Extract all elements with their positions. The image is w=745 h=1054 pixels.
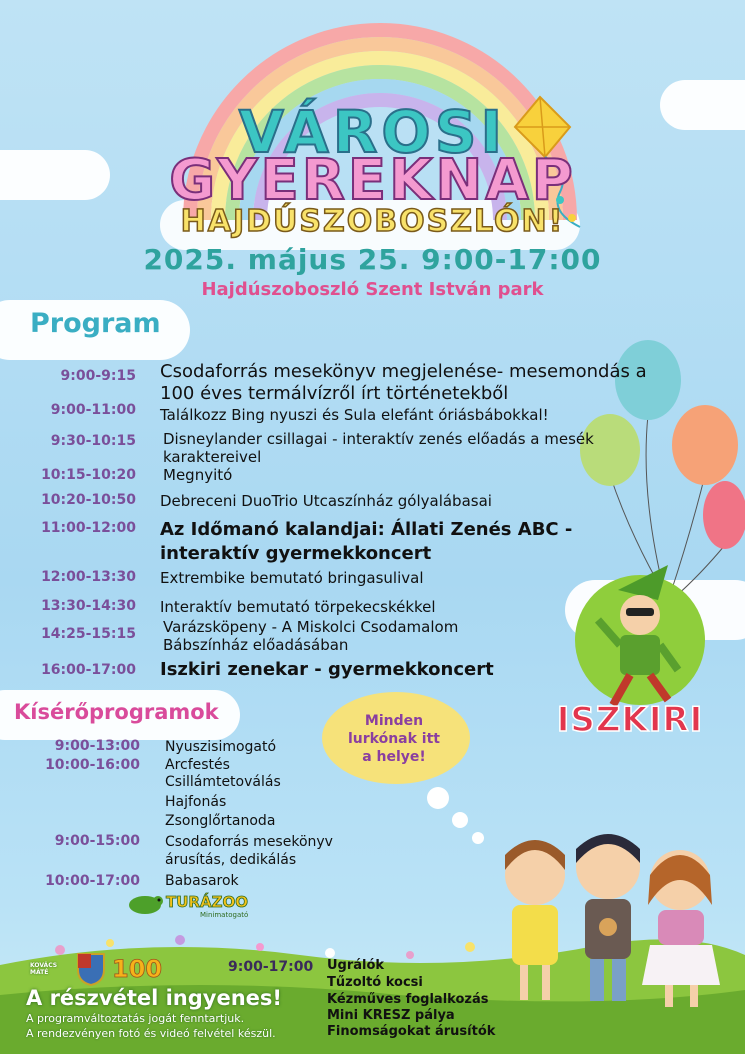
program-time-9: 14:25-15:15 bbox=[41, 626, 136, 642]
kovacs-mate-logo bbox=[30, 962, 72, 988]
bottom-item-4: Mini KRESZ pálya bbox=[327, 1008, 455, 1023]
bottom-item-3: Kézműves foglalkozás bbox=[327, 992, 489, 1007]
program-text-6b: interaktív gyermekkoncert bbox=[160, 543, 432, 564]
side-text-6b: árusítás, dedikálás bbox=[165, 852, 297, 868]
program-text-3b: karaktereivel bbox=[163, 448, 262, 466]
bottom-item-2: Tűzoltó kocsi bbox=[327, 975, 423, 990]
side-text-7: Babasarok bbox=[165, 873, 239, 889]
program-text-1b: 100 éves termálvízről írt történetekből bbox=[160, 383, 509, 404]
disclaimer-1: A programváltoztatás jogát fenntartjuk. bbox=[26, 1012, 245, 1025]
program-time-4: 10:15-10:20 bbox=[41, 467, 136, 483]
bubble-line-2: lurkónak itt bbox=[347, 731, 440, 747]
program-text-2: Találkozz Bing nyuszi és Sula elefánt óriásbábokkal! bbox=[160, 406, 549, 424]
free-entry-text: A részvétel ingyenes! bbox=[26, 986, 282, 1010]
iszkiri-logo: ISZKIRI bbox=[556, 700, 704, 740]
hundred-years-logo: 100 bbox=[112, 955, 163, 983]
title-line-2: GYEREKNAP bbox=[169, 148, 576, 213]
disclaimer-2: A rendezvényen fotó és videó felvétel készül. bbox=[26, 1027, 276, 1040]
program-heading: Program bbox=[30, 308, 161, 339]
side-text-3: Csillámtetoválás bbox=[165, 774, 281, 790]
bubble-line-1: Minden bbox=[364, 713, 424, 729]
side-programs-heading: Kísérőprogramok bbox=[14, 700, 219, 724]
program-text-9a: Varázsköpeny - A Miskolci Csodamalom bbox=[163, 618, 459, 636]
program-text-10: Iszkiri zenekar - gyermekkoncert bbox=[160, 659, 494, 680]
side-text-6a: Csodaforrás mesekönyv bbox=[165, 834, 333, 850]
program-text-6a: Az Időmanó kalandjai: Állati Zenés ABC - bbox=[160, 519, 573, 540]
side-time-1: 9:00-13:00 bbox=[54, 738, 140, 754]
program-text-9b: Bábszínház előadásában bbox=[163, 636, 349, 654]
bottom-item-5: Finomságokat árusítók bbox=[327, 1024, 496, 1039]
side-text-4: Hajfonás bbox=[165, 794, 227, 810]
program-text-5: Debreceni DuoTrio Utcaszínház gólyalábasai bbox=[160, 492, 492, 510]
lizard-icon bbox=[125, 890, 165, 920]
event-location: Hajdúszoboszló Szent István park bbox=[201, 279, 544, 300]
title-line-1: VÁROSI bbox=[238, 98, 507, 166]
program-time-8: 13:30-14:30 bbox=[41, 598, 136, 614]
bottom-time: 9:00-17:00 bbox=[228, 959, 314, 975]
program-time-10: 16:00-17:00 bbox=[41, 662, 136, 678]
bottom-item-1: Ugrálók bbox=[327, 958, 385, 973]
city-coat-of-arms-icon bbox=[76, 950, 106, 986]
program-text-4: Megnyitó bbox=[163, 466, 233, 484]
program-text-3a: Disneylander csillagai - interaktív zenés előadás a mesék bbox=[163, 430, 594, 448]
program-text-7: Extrembike bemutató bringasulival bbox=[160, 569, 424, 587]
iszkiri-mascot-illustration bbox=[568, 560, 708, 710]
kovacs-mate-logo-text: KOVÁCS MÁTÉ bbox=[30, 962, 58, 976]
program-time-2: 9:00-11:00 bbox=[50, 402, 136, 418]
children-illustration bbox=[490, 825, 730, 1015]
program-time-3: 9:30-10:15 bbox=[50, 433, 136, 449]
program-text-8: Interaktív bemutató törpekecskékkel bbox=[160, 598, 436, 616]
side-time-7: 10:00-17:00 bbox=[45, 873, 140, 889]
program-time-1: 9:00-9:15 bbox=[60, 368, 136, 384]
turazoo-logo-sub: Minimatogató bbox=[200, 911, 249, 919]
side-time-2: 10:00-16:00 bbox=[45, 757, 140, 773]
side-text-5: Zsonglőrtanoda bbox=[165, 813, 276, 829]
program-time-7: 12:00-13:30 bbox=[41, 569, 136, 585]
bubble-text bbox=[334, 712, 454, 766]
event-date: 2025. május 25. 9:00-17:00 bbox=[143, 243, 602, 276]
side-text-2: Arcfestés bbox=[165, 757, 230, 773]
turazoo-logo: TURÁZOO bbox=[166, 893, 248, 911]
title-line-3: HAJDÚSZOBOSZLÓN! bbox=[180, 204, 565, 239]
side-text-1: Nyuszisimogató bbox=[165, 739, 277, 755]
side-time-6: 9:00-15:00 bbox=[54, 833, 140, 849]
program-text-1a: Csodaforrás mesekönyv megjelenése- mesemondás a bbox=[160, 361, 647, 382]
program-time-6: 11:00-12:00 bbox=[41, 520, 136, 536]
program-time-5: 10:20-10:50 bbox=[41, 492, 136, 508]
bubble-line-3: a helye! bbox=[362, 749, 426, 765]
